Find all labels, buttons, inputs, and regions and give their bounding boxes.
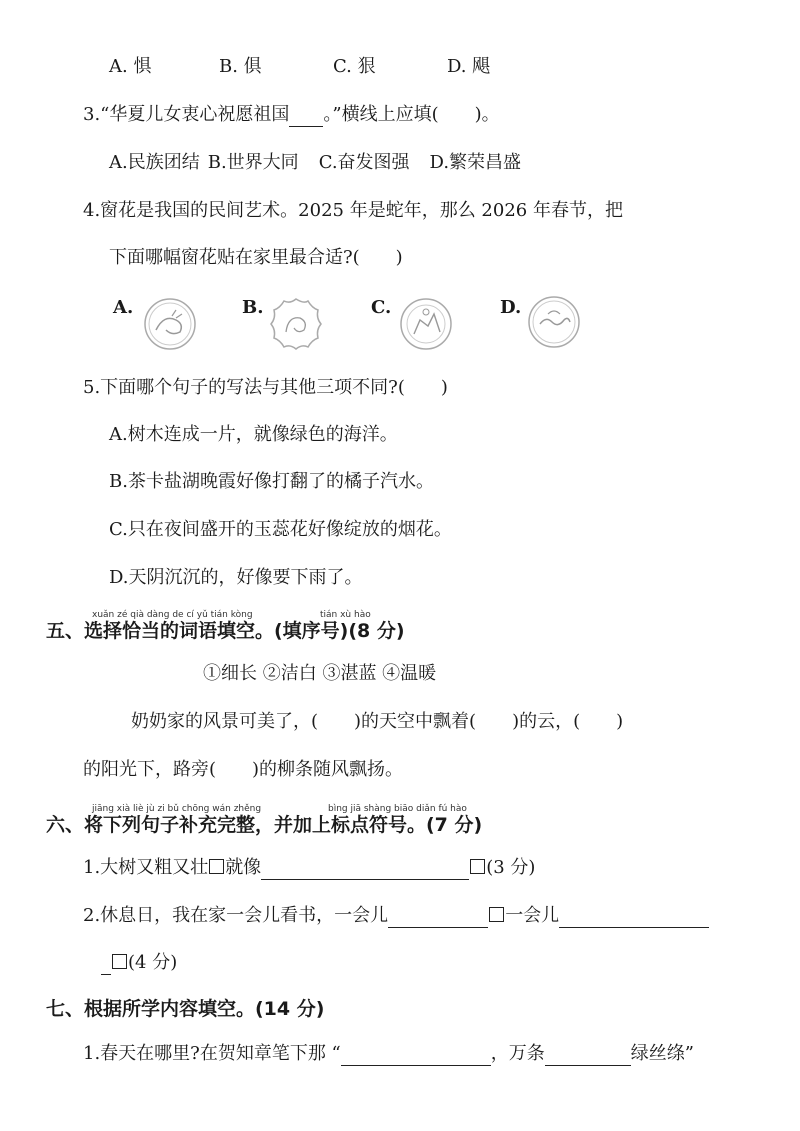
sec6-title: 六、将下列句子补充完整，并加上标点符号。(7 分) [46, 814, 483, 836]
sec6-pinyin-title: jiāng xià liè jù zi bǔ chōng wán zhěng [92, 804, 262, 814]
q5-option-a: A.树木连成一片，就像绿色的海洋。 [109, 424, 398, 445]
sec6-q1-pre: 1.大树又粗又壮 [83, 857, 209, 878]
q3-stem [83, 103, 500, 127]
q5-option-b: B.茶卡盐湖晚霞好像打翻了的橘子汽水。 [109, 471, 434, 492]
window-flower-b-image [268, 296, 324, 352]
punct-box[interactable] [209, 859, 224, 874]
q3-option-b: B.世界大同 [207, 152, 299, 173]
sec6-q1-score: (3 分) [486, 857, 536, 878]
sec6-q2 [83, 904, 709, 928]
q2-option-b: B. 俱 [219, 56, 262, 77]
sec7-q1-blank2[interactable] [545, 1047, 631, 1066]
sec5-pinyin-title: xuǎn zé qià dàng de cí yǔ tián kòng [92, 610, 253, 620]
q4-label-c: C. [371, 297, 392, 318]
window-flower-a-image [142, 296, 198, 352]
q3-stem-post: 。”横线上应填( )。 [323, 104, 500, 125]
sec7-q1-blank1[interactable] [341, 1047, 491, 1066]
q5-option-d: D.天阴沉沉的，好像要下雨了。 [109, 567, 363, 588]
q3-blank[interactable] [289, 108, 323, 127]
sec5-pinyin-fill: tián xù hào [320, 610, 371, 620]
punct-box[interactable] [470, 859, 485, 874]
sec6-q1-mid: 就像 [225, 857, 262, 878]
sec5-line1: 奶奶家的风景可美了，( )的天空中飘着( )的云，( ) [131, 711, 624, 732]
q4-line1: 4.窗花是我国的民间艺术。2025 年是蛇年，那么 2026 年春节，把 [83, 200, 623, 221]
sec6-q1 [83, 856, 535, 880]
sec7-title: 七、根据所学内容填空。(14 分) [46, 998, 325, 1020]
q4-label-d: D. [500, 297, 522, 318]
q3-option-d: D.繁荣昌盛 [429, 152, 522, 173]
sec6-q2-blank3[interactable] [101, 956, 111, 975]
window-flower-c-image [398, 296, 454, 352]
sec6-q2-score: (4 分) [128, 952, 178, 973]
punct-box[interactable] [489, 907, 504, 922]
sec5-title: 五、选择恰当的词语填空。(填序号)(8 分) [46, 620, 405, 642]
q4-label-a: A. [113, 297, 134, 318]
q3-options [109, 151, 521, 175]
sec6-q1-blank[interactable] [261, 861, 469, 880]
sec6-q2-blank1[interactable] [388, 909, 488, 928]
sec7-q1 [83, 1042, 694, 1066]
q5-stem: 5.下面哪个句子的写法与其他三项不同?( ) [83, 377, 448, 398]
q2-option-d: D. 飓 [447, 56, 491, 77]
sec6-q2-blank2[interactable] [559, 909, 709, 928]
sec6-pinyin-punct: bìng jiā shàng biāo diǎn fú hào [328, 804, 467, 814]
q3-stem-pre: 3.“华夏儿女衷心祝愿祖国 [83, 104, 290, 125]
sec5-line2: 的阳光下，路旁( )的柳条随风飘扬。 [83, 759, 404, 780]
q4-label-b: B. [242, 297, 264, 318]
sec6-q2-pre: 2.休息日，我在家一会儿看书，一会儿 [83, 905, 389, 926]
sec6-q2-cont [101, 951, 177, 975]
sec7-q1-pre: 1.春天在哪里?在贺知章笔下那 “ [83, 1043, 341, 1064]
punct-box[interactable] [112, 954, 127, 969]
q2-option-a: A. 惧 [109, 56, 152, 77]
q5-option-c: C.只在夜间盛开的玉蕊花好像绽放的烟花。 [109, 519, 452, 540]
window-flower-d-image [526, 294, 582, 350]
q4-line2: 下面哪幅窗花贴在家里最合适?( ) [109, 247, 403, 268]
q3-option-c: C.奋发图强 [318, 152, 410, 173]
sec7-q1-post: 绿丝绦” [630, 1043, 694, 1064]
sec6-q2-mid: 一会儿 [505, 905, 560, 926]
sec5-word-bank: ①细长 ②洁白 ③湛蓝 ④温暖 [203, 663, 437, 684]
sec7-q1-mid: ，万条 [490, 1043, 545, 1064]
q2-option-c: C. 狠 [333, 56, 376, 77]
q3-option-a: A.民族团结 [109, 152, 200, 173]
